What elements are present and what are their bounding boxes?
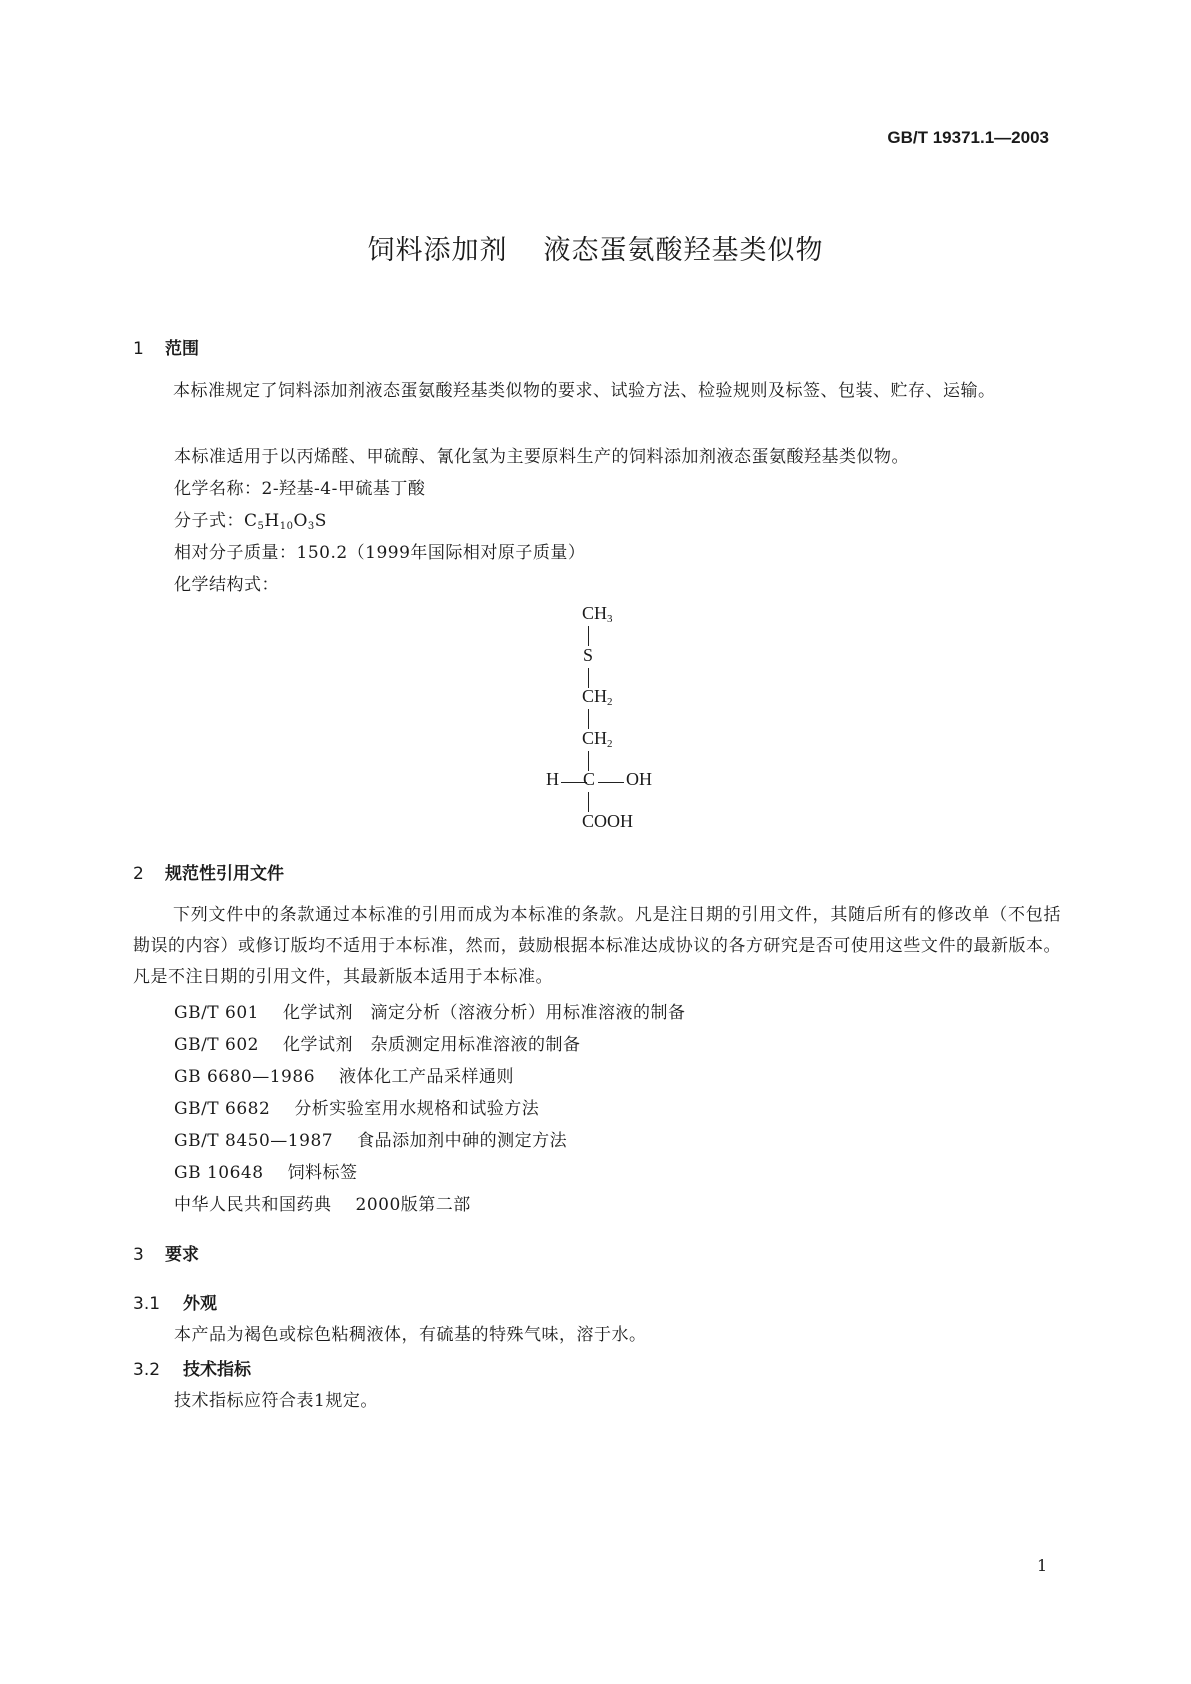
standard-code: GB/T 19371.1—2003 xyxy=(887,128,1049,147)
section-3-number: 3 xyxy=(133,1245,144,1265)
title-part-1: 饲料添加剂 xyxy=(367,235,508,266)
molecular-formula-line xyxy=(174,506,327,532)
structure-ch2-b: CH2 xyxy=(582,728,613,750)
section-3-2-title: 技术指标 xyxy=(183,1360,251,1380)
section-1-number: 1 xyxy=(133,339,144,359)
section-1-title: 范围 xyxy=(165,339,199,359)
section-2-para: 下列文件中的条款通过本标准的引用而成为本标准的条款。凡是注日期的引用文件，其随后所有的修改单（不包括勘误的内容）或修订版均不适用于本标准，然而，鼓励根据本标准达成协议的各方研究是否可使用这些文件的最新版本。凡是不注日期的引用文件，其最新版本适用于本标准。 xyxy=(133,905,1061,987)
section-2-title: 规范性引用文件 xyxy=(165,864,284,884)
structure-bond xyxy=(588,751,589,771)
section-3-2-heading xyxy=(133,1355,251,1380)
structure-bond xyxy=(588,792,589,812)
section-1-para-2: 本标准适用于以丙烯醛、甲硫醇、氰化氢为主要原料生产的饲料添加剂液态蛋氨酸羟基类似物。 xyxy=(174,447,909,467)
structure-c: C xyxy=(583,769,596,789)
chemical-name-label: 化学名称： xyxy=(174,479,262,499)
reference-item: GB 10648 饲料标签 xyxy=(174,1163,358,1183)
section-1-heading xyxy=(133,334,199,359)
molecular-formula: $C_5H_{10}O_3S$ xyxy=(244,511,327,532)
chemical-name: 2-羟基-4-甲硫基丁酸 xyxy=(261,479,426,499)
molecular-formula-label: 分子式： xyxy=(174,511,244,531)
structure-h: H xyxy=(546,769,559,789)
structure-label: 化学结构式： xyxy=(174,575,279,595)
reference-item: GB/T 601 化学试剂 滴定分析（溶液分析）用标准溶液的制备 xyxy=(174,1003,686,1023)
structure-bond xyxy=(588,709,589,729)
document-title xyxy=(0,228,1191,267)
section-1-para-1: 本标准规定了饲料添加剂液态蛋氨酸羟基类似物的要求、试验方法、检验规则及标签、包装、贮存、运输。 xyxy=(173,381,996,401)
structure-ch3: CH3 xyxy=(582,603,613,625)
section-3-1-number: 3.1 xyxy=(133,1294,161,1314)
title-part-2: 液态蛋氨酸羟基类似物 xyxy=(543,235,824,266)
section-3-2-number: 3.2 xyxy=(133,1360,161,1380)
molecular-mass: 150.2（1999年国际相对原子质量） xyxy=(296,543,586,563)
reference-item: GB/T 8450—1987 食品添加剂中砷的测定方法 xyxy=(174,1131,568,1151)
structure-bond xyxy=(588,668,589,688)
reference-item: GB 6680—1986 液体化工产品采样通则 xyxy=(174,1067,515,1087)
section-3-heading xyxy=(133,1240,199,1265)
section-3-1-text: 本产品为褐色或棕色粘稠液体，有硫基的特殊气味，溶于水。 xyxy=(174,1325,647,1345)
structure-bond xyxy=(588,626,589,646)
reference-item: GB/T 602 化学试剂 杂质测定用标准溶液的制备 xyxy=(174,1035,581,1055)
structure-oh: OH xyxy=(626,769,652,789)
molecular-mass-line xyxy=(174,538,585,563)
reference-item: 中华人民共和国药典 2000版第二部 xyxy=(174,1195,471,1215)
section-3-2-text: 技术指标应符合表1规定。 xyxy=(174,1391,378,1411)
molecular-mass-label: 相对分子质量： xyxy=(174,543,297,563)
structure-ch2-a: CH2 xyxy=(582,686,613,708)
section-2-heading xyxy=(133,859,284,884)
section-3-1-heading xyxy=(133,1289,217,1314)
structure-cooh: COOH xyxy=(582,811,634,831)
reference-item: GB/T 6682 分析实验室用水规格和试验方法 xyxy=(174,1099,540,1119)
structure-s: S xyxy=(583,645,594,665)
section-3-title: 要求 xyxy=(165,1245,199,1265)
page-number: 1 xyxy=(1037,1556,1048,1575)
structure-bond xyxy=(598,782,624,783)
section-3-1-title: 外观 xyxy=(183,1294,217,1314)
section-2-number: 2 xyxy=(133,864,144,884)
chemical-name-line xyxy=(174,474,425,499)
